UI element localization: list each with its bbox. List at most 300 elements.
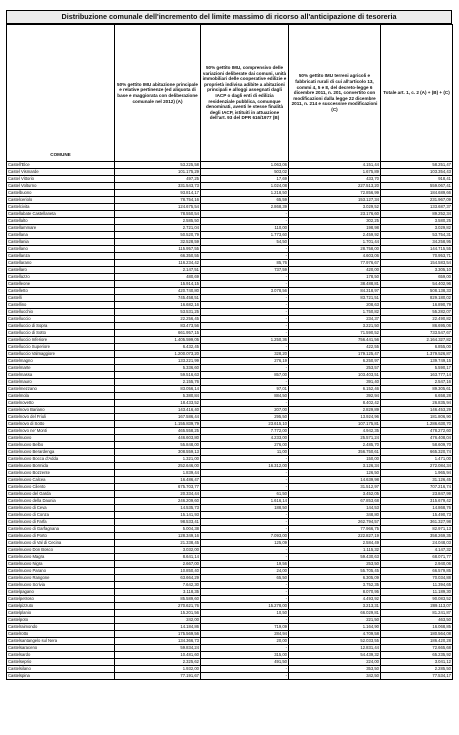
comune-name: Castelnovo Bariano xyxy=(7,407,115,414)
comune-name: Castelnuovo Rangone xyxy=(7,575,115,582)
value-b: - xyxy=(201,673,289,680)
value-c: 38.488,81 xyxy=(289,281,381,288)
value-total: 3.041,12 xyxy=(381,659,453,666)
table-row xyxy=(7,428,453,435)
comune-name: Castelspina xyxy=(7,673,115,680)
comune-name: Castelnuovo Belbo xyxy=(7,442,115,449)
value-a: 270.621,76 xyxy=(115,603,201,610)
document-page xyxy=(6,10,452,680)
value-b: 65,59 xyxy=(201,197,289,204)
value-a: 116.234,42 xyxy=(115,260,201,267)
value-a: 5.336,60 xyxy=(115,365,201,372)
value-b: 315,00 xyxy=(201,652,289,659)
value-total: 58.251,47 xyxy=(381,162,453,169)
value-c: 222.827,19 xyxy=(289,533,381,540)
value-c: 6.305,09 xyxy=(289,575,381,582)
comune-name: Castelletto xyxy=(7,288,115,295)
value-total: 707.216,74 xyxy=(381,484,453,491)
value-a: 93.814,17 xyxy=(115,190,201,197)
value-c: 28.758,00 xyxy=(289,246,381,253)
header-col-b: 50% gettito IMU, comprensivo delle variazioni deliberate dai comuni, unità immobiliari delle cooperative edilizie e proprietà indivisa adibite a abitazioni principali e alloggi assegnati dagli IACP o dagli enti di edilizia residenziale pubblica, comunque denominati, aventi le stesse finalità degli IACP, istituiti in attuazione dell'art. 93 del DPR 616/1977 (B) xyxy=(201,25,289,162)
value-b: - xyxy=(201,365,289,372)
value-c: 2.459,92 xyxy=(289,232,381,239)
table-row xyxy=(7,505,453,512)
value-c: 179.125,47 xyxy=(289,351,381,358)
value-b: - xyxy=(201,330,289,337)
comune-name: Castelpagano xyxy=(7,589,115,596)
table-row xyxy=(7,540,453,547)
value-b: - xyxy=(201,302,289,309)
value-b: - xyxy=(201,246,289,253)
value-a: 128.349,16 xyxy=(115,533,201,540)
table-row xyxy=(7,302,453,309)
comune-name: Castelsardo xyxy=(7,652,115,659)
comune-name: Castelli xyxy=(7,295,115,302)
value-a: 167.586,44 xyxy=(115,414,201,421)
value-total: 3.305,10 xyxy=(381,267,453,274)
comune-name: Castelrotto xyxy=(7,631,115,638)
value-total: 829.180,02 xyxy=(381,295,453,302)
comune-name: Castelnuovo di Val di Cecina xyxy=(7,540,115,547)
comune-name: Castellazzo xyxy=(7,274,115,281)
comune-name: Castelnuovo Calcea xyxy=(7,477,115,484)
value-b: 1.063,06 xyxy=(201,162,289,169)
value-b: 276,19 xyxy=(201,358,289,365)
value-total: 3.029,82 xyxy=(381,225,453,232)
value-c: 253,57 xyxy=(289,365,381,372)
value-b: 3.078,56 xyxy=(201,288,289,295)
comune-name: Castelmola xyxy=(7,393,115,400)
value-b: 7.093,00 xyxy=(201,533,289,540)
comune-name: Castel Vismarde xyxy=(7,169,115,176)
table-row xyxy=(7,162,453,169)
table-row xyxy=(7,575,453,582)
value-c: 348,80 xyxy=(289,512,381,519)
value-b: 4.233,00 xyxy=(201,435,289,442)
value-a: 134.366,73 xyxy=(115,638,201,645)
table-row xyxy=(7,512,453,519)
value-total: 89.305,61 xyxy=(381,386,453,393)
value-a: 78.754,16 xyxy=(115,197,201,204)
value-a: 2.155,76 xyxy=(115,379,201,386)
value-c: 66.029,81 xyxy=(289,610,381,617)
value-b: 491,50 xyxy=(201,659,289,666)
comune-name: Castellanza xyxy=(7,253,115,260)
comune-name: Castelsantangelo sul Nera xyxy=(7,638,115,645)
value-c: 83.721,51 xyxy=(289,295,381,302)
value-total: 2.547,16 xyxy=(381,379,453,386)
table-row xyxy=(7,358,453,365)
value-b: 125,09 xyxy=(201,540,289,547)
table-row xyxy=(7,526,453,533)
table-row xyxy=(7,225,453,232)
value-b: - xyxy=(201,617,289,624)
value-b: 15.278,00 xyxy=(201,603,289,610)
header-col-total: Totale art. 1, c. 2 (A) + (B) + (C) xyxy=(381,25,453,162)
comune-name: Castelsaraceno xyxy=(7,645,115,652)
value-total: 2.164.327,82 xyxy=(381,337,453,344)
header-col-a: 50% gettito IMU abitazione principale e relative pertinenze (ed aliquota di base e maggiorata con deliberazione comunale nel 2012) (A) xyxy=(115,25,201,162)
value-a: 465.558,25 xyxy=(115,428,201,435)
comune-name: Castellano xyxy=(7,246,115,253)
value-a: 1.155.839,79 xyxy=(115,421,201,428)
table-row xyxy=(7,652,453,659)
value-b: 19,56 xyxy=(201,561,289,568)
value-total: 272.084,34 xyxy=(381,463,453,470)
value-total: 315.679,42 xyxy=(381,498,453,505)
value-total: 5.590,17 xyxy=(381,365,453,372)
value-a: 3.118,35 xyxy=(115,589,201,596)
table-row xyxy=(7,365,453,372)
value-b: - xyxy=(201,512,289,519)
value-c: 77.976,67 xyxy=(289,260,381,267)
value-a: 32.528,59 xyxy=(115,239,201,246)
value-total: 55.282,07 xyxy=(381,309,453,316)
comune-name: Castellammare xyxy=(7,225,115,232)
value-c: 353,50 xyxy=(289,666,381,673)
table-row xyxy=(7,337,453,344)
value-total: 77.534,17 xyxy=(381,673,453,680)
value-a: 124.675,54 xyxy=(115,204,201,211)
comune-name: Castelnuovo del Garda xyxy=(7,491,115,498)
comune-name: Castelnovo di Sotto xyxy=(7,421,115,428)
value-a: 1.200.073,20 xyxy=(115,351,201,358)
table-row xyxy=(7,183,453,190)
value-c: 12.831,44 xyxy=(289,645,381,652)
table-row xyxy=(7,316,453,323)
value-b: - xyxy=(201,211,289,218)
table-row xyxy=(7,456,453,463)
table-row xyxy=(7,491,453,498)
value-c: 55.705,45 xyxy=(289,568,381,575)
table-row xyxy=(7,603,453,610)
table-row xyxy=(7,519,453,526)
value-c: 4.493,92 xyxy=(289,596,381,603)
comune-name: Castellarano xyxy=(7,260,115,267)
value-c: 4.942,35 xyxy=(289,428,381,435)
comune-name: Castelmagno xyxy=(7,358,115,365)
value-b: 1.616,14 xyxy=(201,498,289,505)
value-b: 65,50 xyxy=(201,575,289,582)
value-b: - xyxy=(201,281,289,288)
value-c: 14.639,98 xyxy=(289,477,381,484)
value-c: 8.070,95 xyxy=(289,589,381,596)
value-c: 153.127,34 xyxy=(289,197,381,204)
value-a: 63.664,29 xyxy=(115,575,201,582)
comune-name: Castelcivita xyxy=(7,204,115,211)
table-row xyxy=(7,435,453,442)
table-row xyxy=(7,239,453,246)
value-b: - xyxy=(201,596,289,603)
value-total: 361.327,98 xyxy=(381,519,453,526)
value-a: 8.641,14 xyxy=(115,554,201,561)
value-c: 391,40 xyxy=(289,379,381,386)
value-total: 3.580,25 xyxy=(381,218,453,225)
value-total: 154.583,54 xyxy=(381,260,453,267)
value-c: 221,50 xyxy=(289,617,381,624)
comune-name: Castelnuovo Nigra xyxy=(7,561,115,568)
value-a: 1.405.599,05 xyxy=(115,337,201,344)
comune-name: Castelnuovo Bormida xyxy=(7,463,115,470)
value-total: 58.609,70 xyxy=(381,442,453,449)
table-row xyxy=(7,169,453,176)
table-row xyxy=(7,589,453,596)
comune-name: Castelmauro xyxy=(7,379,115,386)
comune-name: Castelnuovo della Daunia xyxy=(7,498,115,505)
value-c: 1.675,89 xyxy=(289,169,381,176)
value-b: 295,50 xyxy=(201,414,289,421)
value-b: - xyxy=(201,379,289,386)
value-a: 101.175,29 xyxy=(115,169,201,176)
table-row xyxy=(7,379,453,386)
value-total: 1.379.526,87 xyxy=(381,351,453,358)
table-row xyxy=(7,498,453,505)
table-row xyxy=(7,610,453,617)
value-a: 1.932,00 xyxy=(115,666,201,673)
value-b: - xyxy=(201,400,289,407)
value-c: 2.584,49 xyxy=(289,540,381,547)
comune-name: Castelnuovo Bozzente xyxy=(7,470,115,477)
table-title: Distribuzione comunale dell'incremento del limite massimo di ricorso all'anticipazione di tesoreria xyxy=(6,10,452,24)
comune-name: Castelraimondo xyxy=(7,624,115,631)
value-b: - xyxy=(201,477,289,484)
value-total: 133.687,37 xyxy=(381,204,453,211)
table-row xyxy=(7,190,453,197)
comune-name: Castelnuovo di Garfagnana xyxy=(7,526,115,533)
value-total: 16.068,85 xyxy=(381,624,453,631)
value-b: 11,00 xyxy=(201,449,289,456)
value-b: 17,69 xyxy=(201,176,289,183)
table-row xyxy=(7,624,453,631)
value-c: 54.439,32 xyxy=(289,652,381,659)
value-a: 66.350,55 xyxy=(115,253,201,260)
table-row xyxy=(7,176,453,183)
comune-name: Castelnovetto xyxy=(7,400,115,407)
comune-name: Castellabate Castellaneta xyxy=(7,211,115,218)
value-total: 146.453,29 xyxy=(381,407,453,414)
table-body xyxy=(7,162,453,680)
comune-name: Castelnuovo di Porto xyxy=(7,533,115,540)
table-row xyxy=(7,372,453,379)
comune-name: Castelnovo del Friuli xyxy=(7,414,115,421)
comune-name: Castelplanio xyxy=(7,610,115,617)
value-total: 1.965,94 xyxy=(381,470,453,477)
value-a: 661.957,15 xyxy=(115,330,201,337)
table-row xyxy=(7,323,453,330)
value-a: 16.486,47 xyxy=(115,477,201,484)
value-b: - xyxy=(201,274,289,281)
header-comune: COMUNE xyxy=(7,25,115,162)
value-b: 61,50 xyxy=(201,491,289,498)
table-row xyxy=(7,288,453,295)
value-a: 5.380,84 xyxy=(115,393,201,400)
comune-name: Castelmassa xyxy=(7,372,115,379)
value-a: 1.839,44 xyxy=(115,470,201,477)
value-a: 143.416,40 xyxy=(115,407,201,414)
table-row xyxy=(7,554,453,561)
value-total: 2.285,50 xyxy=(381,666,453,673)
value-a: 16.682,16 xyxy=(115,302,201,309)
value-c: 59.430,63 xyxy=(289,554,381,561)
value-b: 719,09 xyxy=(201,624,289,631)
comune-name: Castelluccio Inferiore xyxy=(7,337,115,344)
comune-name: Castelseprio xyxy=(7,659,115,666)
table-row xyxy=(7,197,453,204)
value-b: 276,00 xyxy=(201,442,289,449)
header-row xyxy=(7,25,453,162)
value-c: 420,00 xyxy=(289,267,381,274)
value-total: 6.855,00 xyxy=(381,344,453,351)
table-row xyxy=(7,386,453,393)
comune-name: Castelnuovo di Farfa xyxy=(7,519,115,526)
table-row xyxy=(7,393,453,400)
value-c: 23.176,60 xyxy=(289,211,381,218)
value-total: 11.394,65 xyxy=(381,582,453,589)
value-c: 198,98 xyxy=(289,225,381,232)
value-c: 1.750,82 xyxy=(289,309,381,316)
value-c: 253,50 xyxy=(289,561,381,568)
value-b: - xyxy=(201,666,289,673)
comune-name: Castelleone xyxy=(7,281,115,288)
value-a: 1.321,00 xyxy=(115,456,201,463)
value-c: 3.126,34 xyxy=(289,463,381,470)
table-row xyxy=(7,421,453,428)
value-a: 83.473,56 xyxy=(115,323,201,330)
table-row xyxy=(7,267,453,274)
value-a: 50.520,79 xyxy=(115,232,201,239)
value-c: 52.033,55 xyxy=(289,638,381,645)
comune-name: Castelbuono xyxy=(7,190,115,197)
value-a: 2.721,04 xyxy=(115,225,201,232)
value-a: 420.740,80 xyxy=(115,288,201,295)
value-b: - xyxy=(201,253,289,260)
comune-name: Castelpetroso xyxy=(7,596,115,603)
value-b: - xyxy=(201,526,289,533)
value-a: 133.221,99 xyxy=(115,358,201,365)
table-row xyxy=(7,561,453,568)
table-row xyxy=(7,295,453,302)
value-b: 857,00 xyxy=(201,372,289,379)
comune-name: Castel Vittorio xyxy=(7,176,115,183)
value-c: 13.924,96 xyxy=(289,414,381,421)
value-a: 2.667,00 xyxy=(115,561,201,568)
value-b: - xyxy=(201,645,289,652)
value-a: 15.201,56 xyxy=(115,610,201,617)
table-row xyxy=(7,253,453,260)
value-c: 6.152,46 xyxy=(289,386,381,393)
value-b: - xyxy=(201,547,289,554)
value-a: 14.535,73 xyxy=(115,505,201,512)
value-b: 1.773,60 xyxy=(201,232,289,239)
value-a: 85.589,60 xyxy=(115,596,201,603)
value-c: 433,70 xyxy=(289,176,381,183)
value-total: 184.689,66 xyxy=(381,190,453,197)
value-a: 6.432,45 xyxy=(115,344,201,351)
value-b: 328,20 xyxy=(201,351,289,358)
comune-name: Castelmarte xyxy=(7,365,115,372)
value-total: 139.749,15 xyxy=(381,358,453,365)
table-row xyxy=(7,582,453,589)
value-b: 884,50 xyxy=(201,393,289,400)
value-total: 478.272,60 xyxy=(381,428,453,435)
value-c: 224,00 xyxy=(289,659,381,666)
comune-name: Castelpizzuto xyxy=(7,603,115,610)
value-c: 342,50 xyxy=(289,673,381,680)
value-b: 1.218,50 xyxy=(201,190,289,197)
comune-name: Castelceriolo xyxy=(7,197,115,204)
table-row xyxy=(7,260,453,267)
value-c: 1.115,32 xyxy=(289,547,381,554)
value-total: 665.320,74 xyxy=(381,449,453,456)
table-row xyxy=(7,309,453,316)
value-total: 31.126,45 xyxy=(381,477,453,484)
value-total: 70.034,88 xyxy=(381,575,453,582)
comune-name: Castelnuovo Parano xyxy=(7,568,115,575)
value-a: 7.642,30 xyxy=(115,582,201,589)
table-row xyxy=(7,344,453,351)
table-row xyxy=(7,330,453,337)
value-total: 22.490,82 xyxy=(381,316,453,323)
value-a: 2.325,62 xyxy=(115,659,201,666)
value-a: 15.914,15 xyxy=(115,281,201,288)
value-total: 463,50 xyxy=(381,617,453,624)
value-a: 242,00 xyxy=(115,617,201,624)
value-c: 103.403,51 xyxy=(289,372,381,379)
value-total: 11.189,30 xyxy=(381,589,453,596)
value-b: - xyxy=(201,519,289,526)
value-total: 70.953,71 xyxy=(381,253,453,260)
value-b: - xyxy=(201,295,289,302)
value-b: 284,94 xyxy=(201,631,289,638)
value-a: 98.533,41 xyxy=(115,519,201,526)
data-table xyxy=(6,24,453,680)
value-a: 77.191,67 xyxy=(115,673,201,680)
comune-name: Castellania xyxy=(7,239,115,246)
value-c: 3.221,50 xyxy=(289,323,381,330)
value-c: 356.750,61 xyxy=(289,449,381,456)
comune-name: Castelnuovo di Ceva xyxy=(7,505,115,512)
value-b: 1.024,08 xyxy=(201,183,289,190)
table-row xyxy=(7,568,453,575)
value-total: 86.695,06 xyxy=(381,323,453,330)
value-a: 5.004,38 xyxy=(115,526,201,533)
table-row xyxy=(7,232,453,239)
value-b: - xyxy=(201,554,289,561)
comune-name: Castelnuovo Don Bosco xyxy=(7,547,115,554)
table-row xyxy=(7,470,453,477)
value-c: 178,50 xyxy=(289,274,381,281)
value-c: 6.250,97 xyxy=(289,358,381,365)
value-total: 15.490,73 xyxy=(381,512,453,519)
value-b: - xyxy=(201,218,289,225)
value-total: 89.252,34 xyxy=(381,211,453,218)
comune-name: Castelnuovo Cilento xyxy=(7,484,115,491)
value-total: 81.241,87 xyxy=(381,610,453,617)
table-row xyxy=(7,645,453,652)
comune-name: Castellana xyxy=(7,232,115,239)
value-b: 10,50 xyxy=(201,610,289,617)
value-a: 246.209,60 xyxy=(115,498,201,505)
value-total: 144.715,55 xyxy=(381,246,453,253)
value-total: 90.083,52 xyxy=(381,596,453,603)
comune-name: Castelnuovo Bocca d'Adda xyxy=(7,456,115,463)
comune-name: Castelnuovo Magra xyxy=(7,554,115,561)
value-a: 308.559,13 xyxy=(115,449,201,456)
comune-name: Castellino xyxy=(7,302,115,309)
value-a: 53.531,25 xyxy=(115,309,201,316)
value-b: - xyxy=(201,316,289,323)
value-total: 1.471,00 xyxy=(381,456,453,463)
